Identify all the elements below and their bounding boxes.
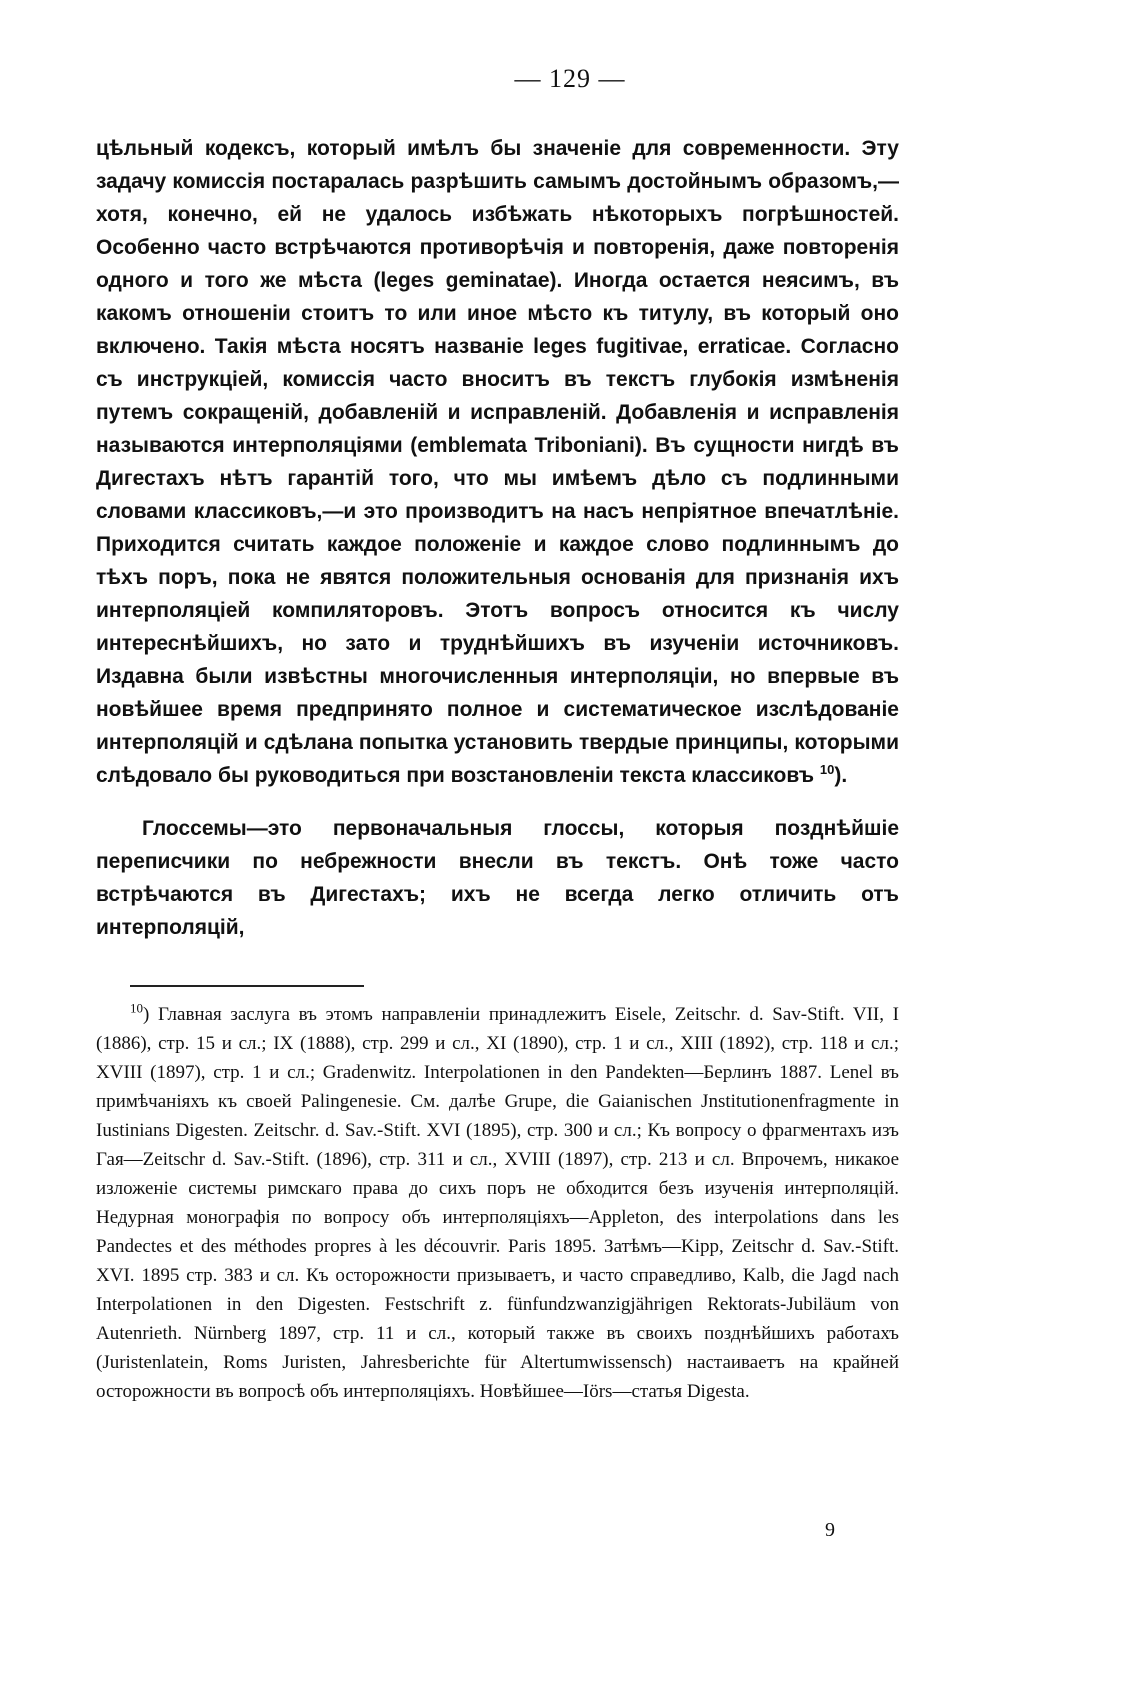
paragraph-1-text: цѣльный кодексъ, который имѣлъ бы значеніе для современности. Эту задачу комиссія постаралась разрѣшить самымъ достойнымъ образомъ,—хотя, конечно, ей не удалось избѣжать нѣкоторыхъ погрѣшностей. Особенно часто встрѣчаются противорѣчія и повторенія, даже повторенія одного и того же мѣста (leges geminatae). Иногда остается неясимъ, въ какомъ отношеніи стоитъ то или иное мѣсто къ титулу, въ который оно включено. Такія мѣста носятъ названіе leges fugitivae, erraticae. Согласно съ инструкціей, комиссія часто вноситъ въ текстъ глубокія измѣненія путемъ сокращеній, добавленій и исправленій. Добавленія и исправленія называются интерполяціями (emblemata Triboniani). Въ сущности нигдѣ въ Дигестахъ нѣтъ гарантій того, что мы имѣемъ дѣло съ подлинными словами классиковъ,—и это производитъ на насъ непріятное впечатлѣніе. Приходится считать каждое положеніе и каждое слово подлиннымъ до тѣхъ поръ, пока не явятся положительныя основанія для признанія ихъ интерполяціей компиляторовъ. Этотъ вопросъ относится къ числу интереснѣйшихъ, но зато и труднѣйшихъ въ изученіи источниковъ. Издавна были извѣстны многочисленныя интерполяціи, но впервые въ новѣйшее время предпринято полное и систематическое изслѣдованіе интерполяцій и сдѣлана попытка установить твердые принципы, которыми слѣдовало бы руководиться при возстановленіи текста классиковъ xyxy=(96,137,899,787)
paragraph-2: Глоссемы—это первоначальныя глоссы, которыя позднѣйшіе переписчики по небрежности внесли въ текстъ. Онѣ тоже часто встрѣчаются въ Дигестахъ; ихъ не всегда легко отличить отъ интерполяцій, xyxy=(96,817,899,939)
footnote xyxy=(96,1000,899,1406)
footnote-paragraph xyxy=(96,1000,899,1406)
signature-mark: 9 xyxy=(825,1519,835,1541)
main-text xyxy=(96,132,899,944)
footnote-text: ) Главная заслуга въ этомъ направленіи принадлежитъ Eisele, Zeitschr. d. Sav-Stift. VII, I (1886), стр. 15 и сл.; IX (1888), стр. 299 и сл., XI (1890), стр. 1 и сл., XIII (1892), стр. 118 и сл.; XVIII (1897), стр. 1 и сл.; Gradenwitz. Interpolationen in den Pandekten—Берлинъ 1887. Lenel въ примѣчаніяхъ къ своей Palingenesie. См. далѣе Grupe, die Gaianischen Jnstitutionenfragmente in Iustinians Digesten. Zeitschr. d. Sav.-Stift. XVI (1895), стр. 300 и сл.; Къ вопросу о фрагментахъ изъ Гая—Zeitschr d. Sav.-Stift. (1896), стр. 311 и сл., XVIII (1897), стр. 213 и сл. Впрочемъ, никакое изложеніе системы римскаго права до сихъ поръ не обходится безъ изученія интерполяцій. Недурная монографія по вопросу объ интерполяціяхъ—Appleton, des interpolations dans les Pandectes et des méthodes propres à les découvrir. Paris 1895. Затѣмъ—Kipp, Zeitschr d. Sav.-Stift. XVI. 1895 стр. 383 и сл. Къ осторожности призываетъ, и часто справедливо, Kalb, die Jagd nach Interpolationen in den Digesten. Festschrift z. fünfundzwanzigjährigen Rektorats-Jubiläum von Autenrieth. Nürnberg 1897, стр. 11 и сл., который также въ своихъ позднѣйшихъ работахъ (Juristenlatein, Roms Juristen, Jahresberichte für Altertumwissensch) настаиваетъ на крайней осторожности въ вопросѣ объ интерполяціяхъ. Новѣйшее—Iörs—статья Digesta. xyxy=(96,1004,899,1402)
footnote-reference: 10 xyxy=(819,762,835,777)
footnote-marker: 10 xyxy=(130,1000,143,1016)
paragraph-1-end: ). xyxy=(834,764,848,787)
page-number: — 129 — xyxy=(514,64,626,93)
paragraph-1 xyxy=(96,132,899,792)
footnote-divider xyxy=(130,985,364,987)
